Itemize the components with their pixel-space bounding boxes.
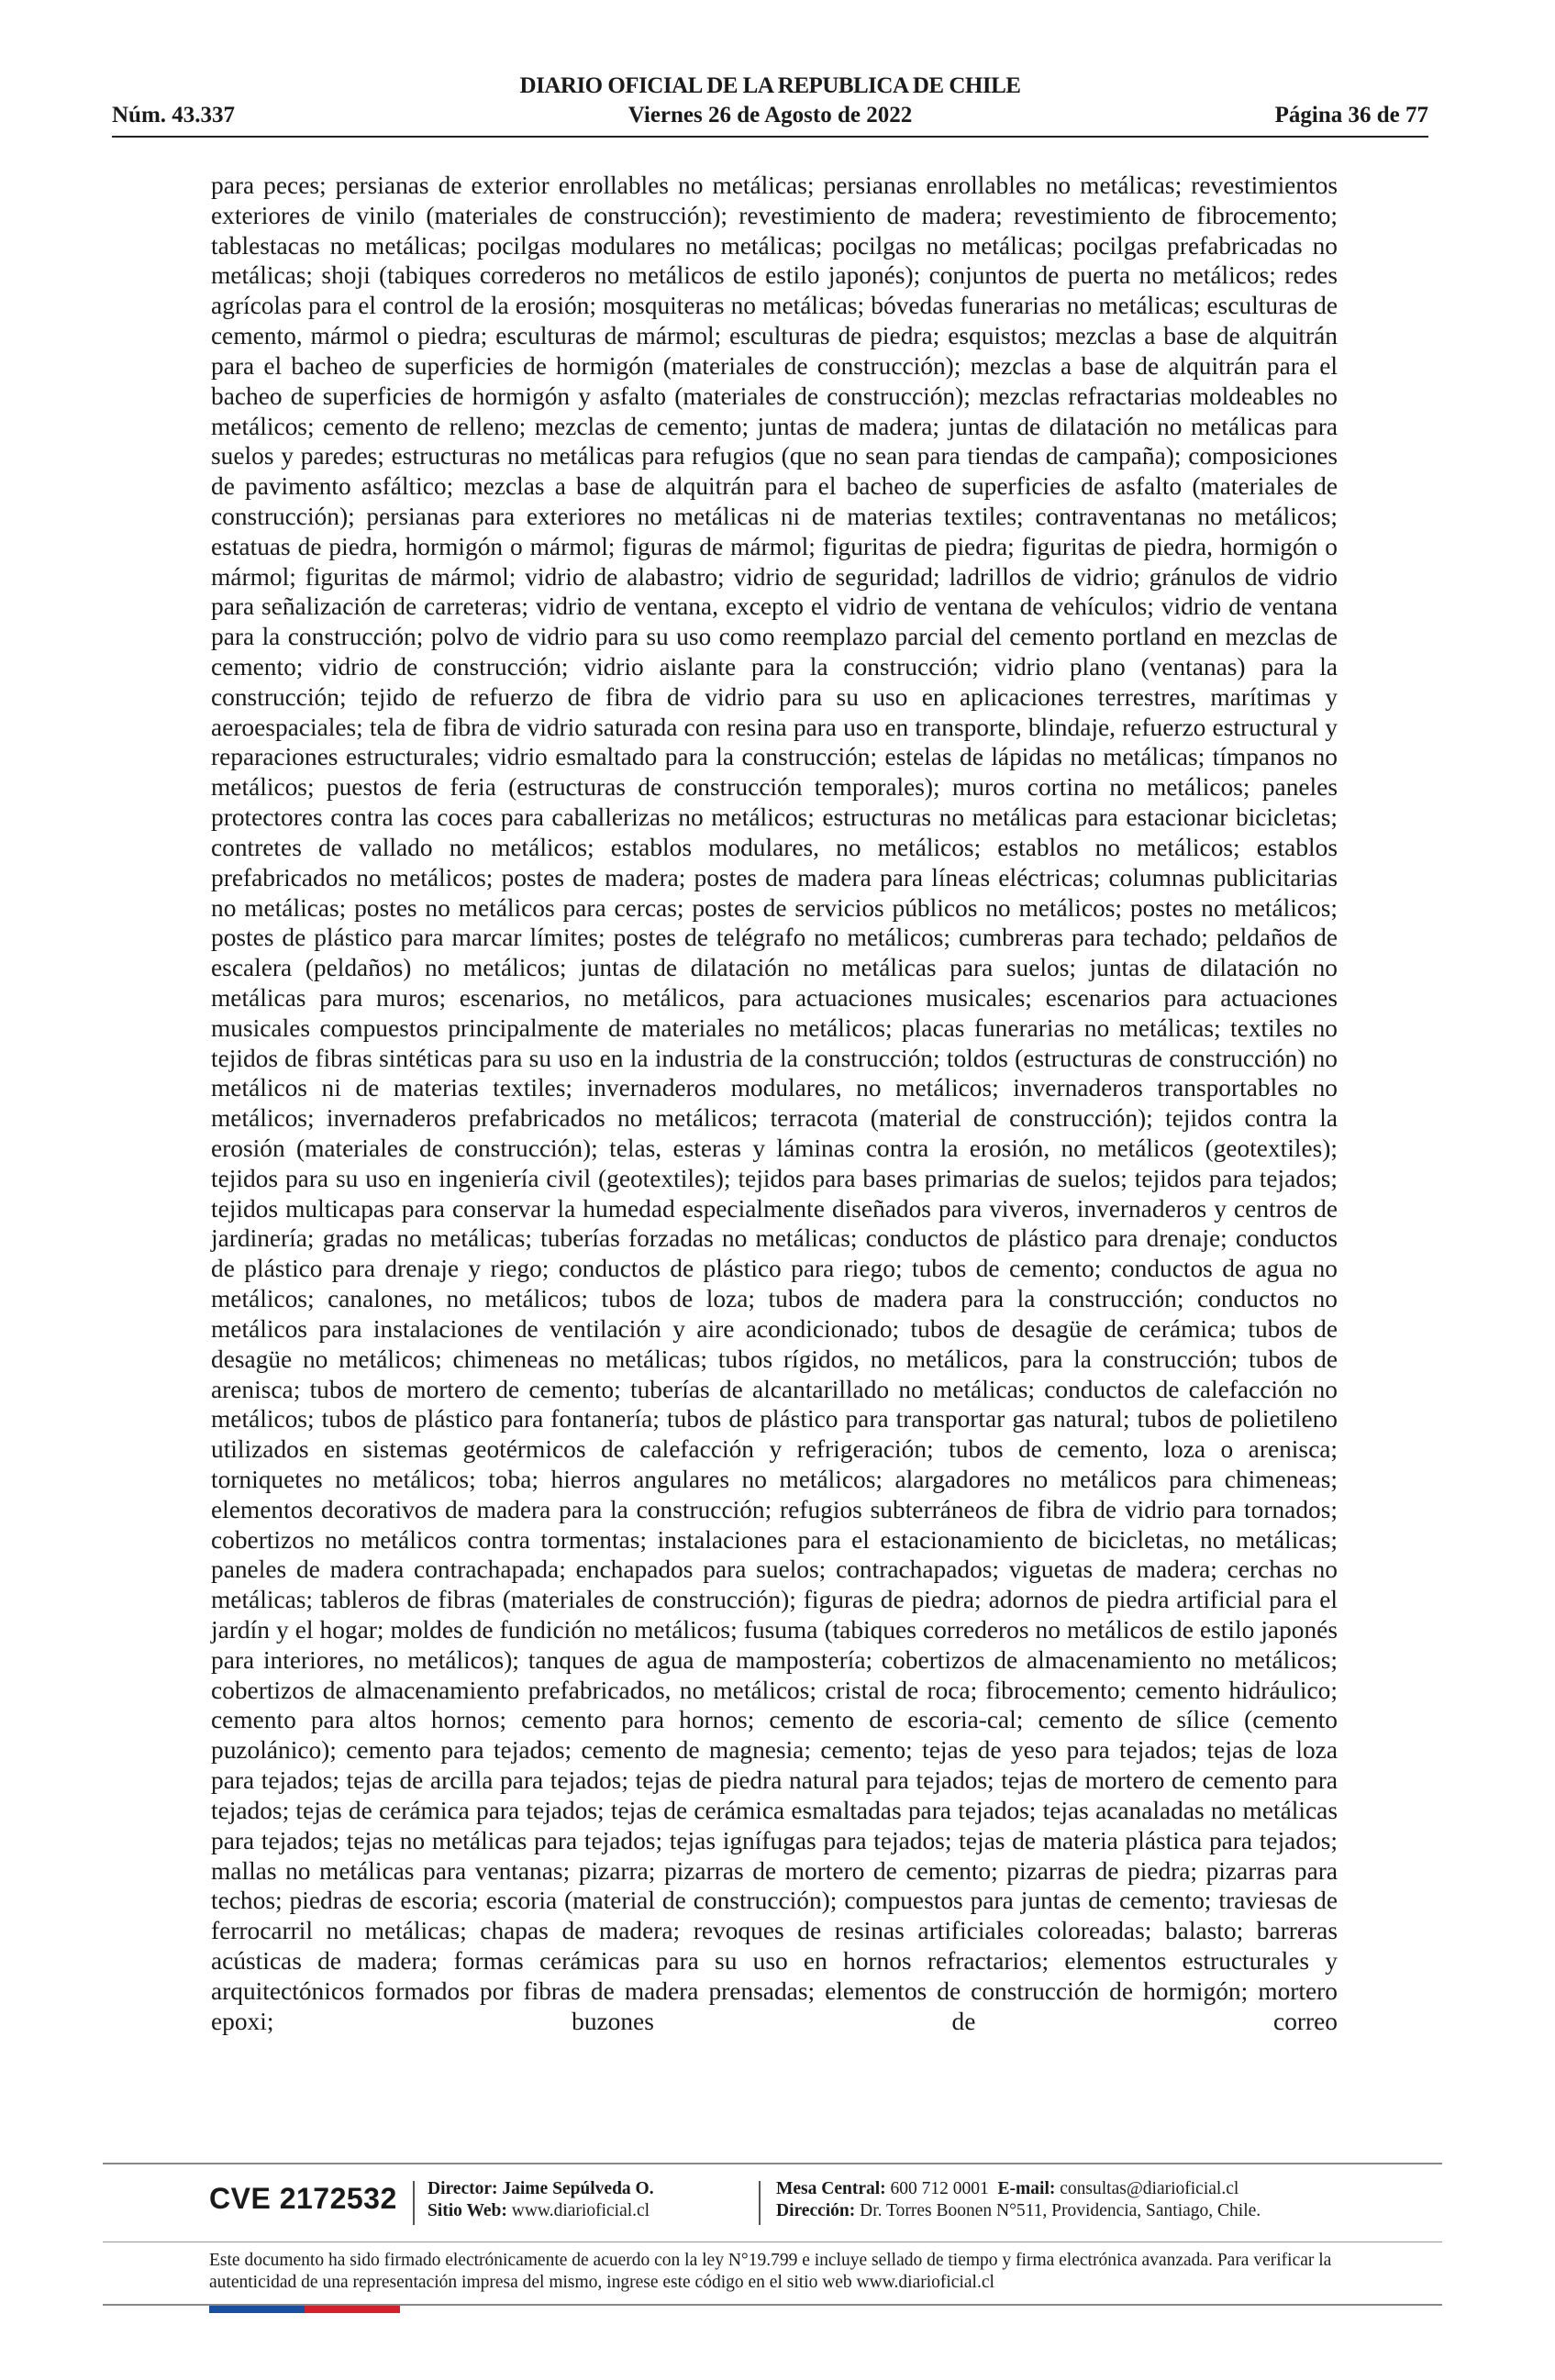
email-link[interactable]: consultas@diarioficial.cl [1060,2179,1239,2198]
footer-separator [413,2181,415,2225]
flag-blue-segment [209,2306,305,2313]
body-paragraph: para peces; persianas de exterior enrollables no metálicas; persianas enrollables no metálicas; revestimientos exteriores de vinilo (materiales de construcción); revestimiento de madera; revestimiento de fibrocemento; tablestacas no metálicas; pocilgas modulares no metálicas; pocilgas no metálicas; pocilgas prefabricadas no metálicas; shoji (tabiques correderos no metálicos de estilo japonés); conjuntos de puerta no metálicos; redes agrícolas para el control de la erosión; mosquiteras no metálicas; bóvedas funerarias no metálicas; esculturas de cemento, mármol o piedra; esculturas de mármol; esculturas de piedra; esquistos; mezclas a base de alquitrán para el bacheo de superficies de hormigón (materiales de construcción); mezclas a base de alquitrán para el bacheo de superficies de hormigón y asfalto (materiales de construcción); mezclas refractarias moldeables no metálicos; cemento de relleno; mezclas de cemento; juntas de madera; juntas de dilatación no metálicas para suelos y paredes; estructuras no metálicas para refugios (que no sean para tiendas de campaña); composiciones de pavimento asfáltico; mezclas a base de alquitrán para el bacheo de superficies de asfalto (materiales de construcción); persianas para exteriores no metálicas ni de materias textiles; contraventanas no metálicos; estatuas de piedra, hormigón o mármol; figuras de mármol; figuritas de piedra; figuritas de piedra, hormigón o mármol; figuritas de mármol; vidrio de alabastro; vidrio de seguridad; ladrillos de vidrio; gránulos de vidrio para señalización de carreteras; vidrio de ventana, excepto el vidrio de ventana de vehículos; vidrio de ventana para la construcción; polvo de vidrio para su uso como reemplazo parcial del cemento portland en mezclas de cemento; vidrio de construcción; vidrio aislante para la construcción; vidrio plano (ventanas) para la construcción; tejido de refuerzo de fibra de vidrio para su uso en aplicaciones terrestres, marítimas y aeroespaciales; tela de fibra de vidrio saturada con resina para uso en transporte, blindaje, refuerzo estructural y reparaciones estructurales; vidrio esmaltado para la construcción; estelas de lápidas no metálicas; tímpanos no metálicos; puestos de feria (estructuras de construcción temporales); muros cortina no metálicos; paneles protectores contra las coces para caballerizas no metálicos; estructuras no metálicas para estacionar bicicletas; contretes de vallado no metálicos; establos modulares, no metálicos; establos no metálicos; establos prefabricados no metálicos; postes de madera; postes de madera para líneas eléctricas; columnas publicitarias no metálicas; postes no metálicos para cercas; postes de servicios públicos no metálicos; postes no metálicos; postes de plástico para marcar límites; postes de telégrafo no metálicos; cumbreras para techado; peldaños de escalera (peldaños) no metálicos; juntas de dilatación no metálicas para suelos; juntas de dilatación no metálicas para muros; escenarios, no metálicos, para actuaciones musicales; escenarios para actuaciones musicales compuestos principalmente de materiales no metálicos; placas funerarias no metálicas; textiles no tejidos de fibras sintéticas para su uso en la industria de la construcción; toldos (estructuras de construcción) no metálicos ni de materias textiles; invernaderos modulares, no metálicos; invernaderos transportables no metálicos; invernaderos prefabricados no metálicos; terracota (material de construcción); tejidos contra la erosión (materiales de construcción); telas, esteras y láminas contra la erosión, no metálicos (geotextiles); tejidos para su uso en ingeniería civil (geotextiles); tejidos para bases primarias de suelos; tejidos para tejados; tejidos multicapas para conservar la humedad especialmente diseñados para viveros, invernaderos y centros de jardinería; gradas no metálicas; tuberías forzadas no metálicas; conductos de plástico para drenaje; conductos de plástico para drenaje y riego; conductos de plástico para riego; tubos de cemento; conductos de agua no metálicos; canalones, no metálicos; tubos de loza; tubos de madera para la construcción; conductos no metálicos para instalaciones de ventilación y aire acondicionado; tubos de desagüe de cerámica; tubos de desagüe no metálicos; chimeneas no metálicas; tubos rígidos, no metálicos, para la construcción; tubos de arenisca; tubos de mortero de cemento; tuberías de alcantarillado no metálicas; conductos de calefacción no metálicos; tubos de plástico para fontanería; tubos de plástico para transportar gas natural; tubos de polietileno utilizados en sistemas geotérmicos de calefacción y refrigeración; tubos de cemento, loza o arenisca; torniquetes no metálicos; toba; hierros angulares no metálicos; alargadores no metálicos para chimeneas; elementos decorativos de madera para la construcción; refugios subterráneos de fibra de vidrio para tornados; cobertizos no metálicos contra tormentas; instalaciones para el estacionamiento de bicicletas, no metálicas; paneles de madera contrachapada; enchapados para suelos; contrachapados; viguetas de madera; cerchas no metálicas; tableros de fibras (materiales de construcción); figuras de piedra; adornos de piedra artificial para el jardín y el hogar; moldes de fundición no metálicos; fusuma (tabiques correderos no metálicos de estilo japonés para interiores, no metálicos); tanques de agua de mampostería; cobertizos de almacenamiento no metálicos; cobertizos de almacenamiento prefabricados, no metálicos; cristal de roca; fibrocemento; cemento hidráulico; cemento para altos hornos; cemento para hornos; cemento de escoria-cal; cemento de sílice (cemento puzolánico); cemento para tejados; cemento de magnesia; cemento; tejas de yeso para tejados; tejas de loza para tejados; tejas de arcilla para tejados; tejas de piedra natural para tejados; tejas de mortero de cemento para tejados; tejas de cerámica para tejados; tejas de cerámica esmaltadas para tejados; tejas acanaladas no metálicas para tejados; tejas no metálicas para tejados; tejas ignífugas para tejados; tejas de materia plástica para tejados; mallas no metálicas para ventanas; pizarra; pizarras de mortero de cemento; pizarras de piedra; pizarras para techos; piedras de escoria; escoria (material de construcción); compuestos para juntas de cemento; traviesas de ferrocarril no metálicas; chapas de madera; revoques de resinas artificiales coloreadas; balasto; barreras acústicas de madera; formas cerámicas para su uso en hornos refractarios; elementos estructurales y arquitectónicos formados por fibras de madera prensadas; elementos de construcción de hormigón; mortero epoxi; buzones de correo [211,172,1338,2035]
footer-contact-block [776,2178,1261,2222]
newspaper-title: DIARIO OFICIAL DE LA REPUBLICA DE CHILE [519,73,1021,98]
footer-divider-top [103,2163,1442,2164]
footer-separator [759,2181,761,2225]
director-label: Director: Jaime Sepúlveda O. [428,2179,654,2198]
contact-line [776,2178,1261,2200]
address-value: Dr. Torres Boonen N°511, Providencia, Santiago, Chile. [860,2201,1261,2220]
website-line [428,2200,654,2222]
footer-director-block [428,2178,654,2222]
central-label: Mesa Central: [776,2179,886,2198]
issue-date: Viernes 26 de Agosto de 2022 [628,103,913,127]
chile-flag-bar [209,2306,400,2313]
address-label: Dirección: [776,2201,856,2220]
page-header [112,70,1428,134]
email-label: E-mail: [997,2179,1056,2198]
header-divider [112,136,1428,138]
page-number: Página 36 de 77 [1274,103,1428,127]
website-link[interactable]: www.diarioficial.cl [511,2201,650,2220]
issue-number: Núm. 43.337 [112,103,236,127]
website-label: Sitio Web: [428,2201,507,2220]
central-phone: 600 712 0001 [890,2179,989,2198]
signature-notice: Este documento ha sido firmado electrónicamente de acuerdo con la ley N°19.799 e incluye sellado de tiempo y firma electrónica avanzada. Para verificar la autenticidad de una representación impresa del mismo, ingrese este código en el sitio web www.diarioficial.cl [209,2251,1332,2292]
address-line [776,2200,1261,2222]
cve-code: CVE 2172532 [209,2182,397,2215]
flag-red-segment [305,2306,400,2313]
